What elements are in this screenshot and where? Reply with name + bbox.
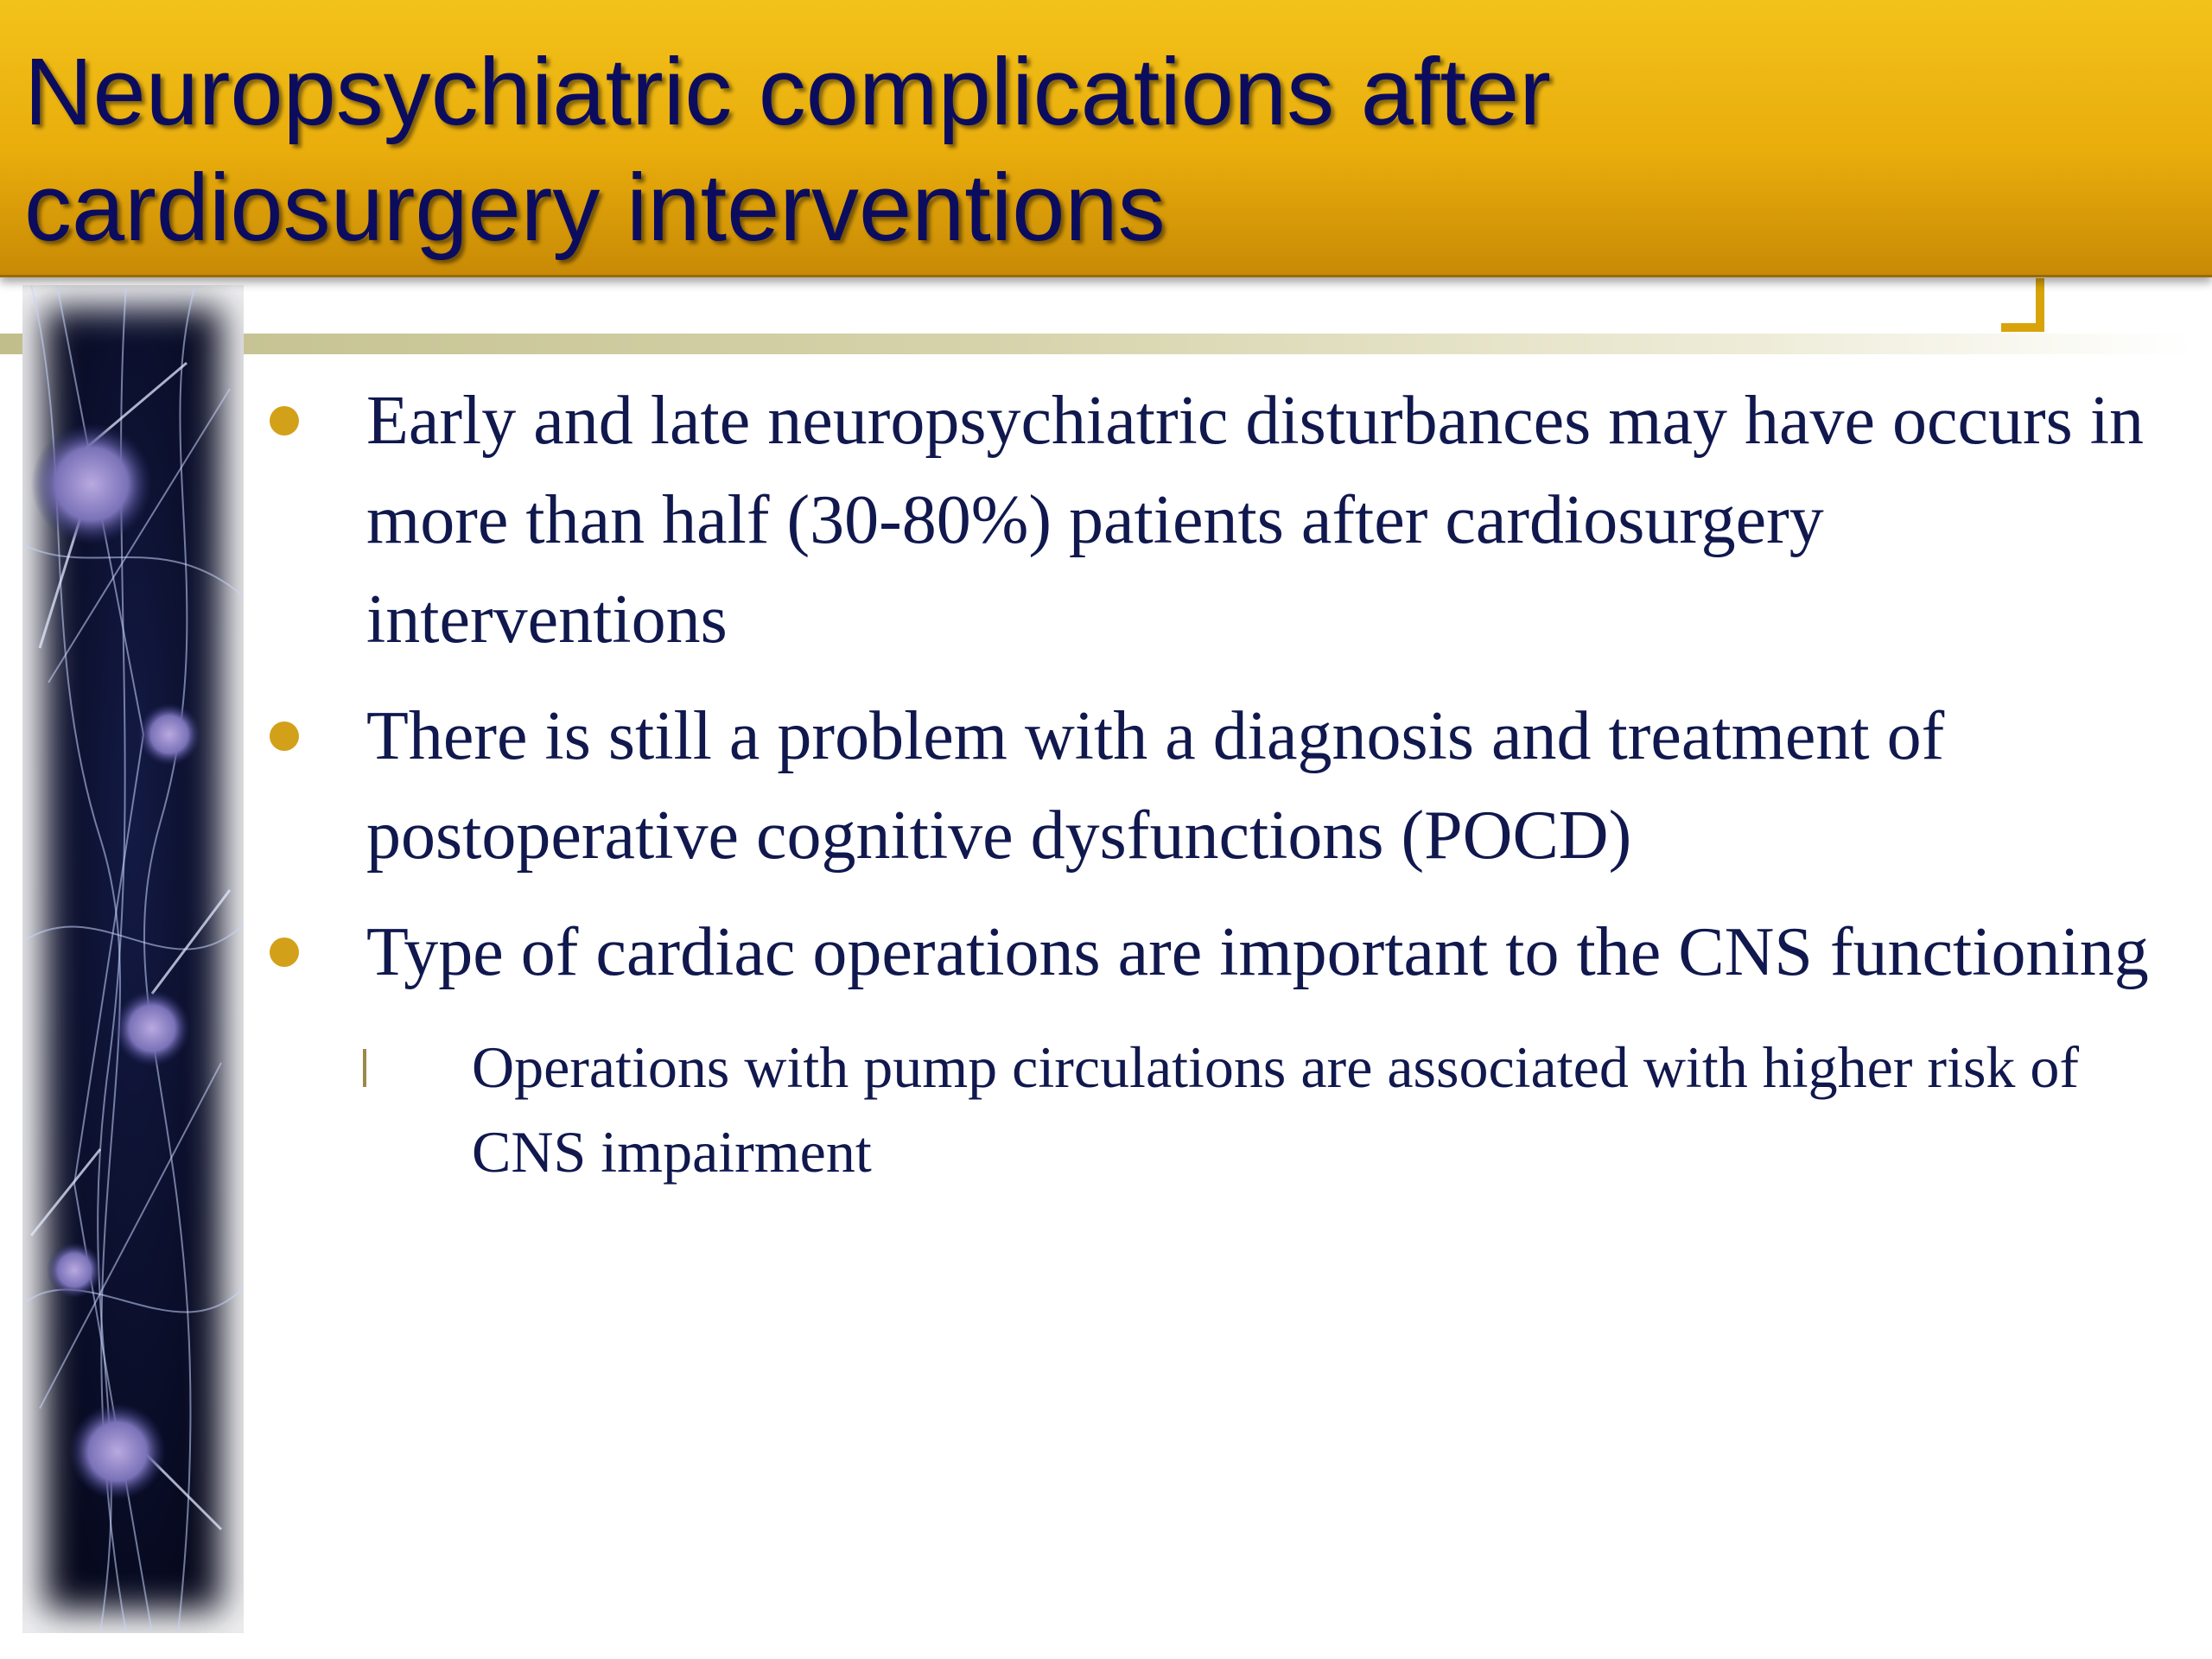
bullet-dot-icon bbox=[270, 721, 299, 751]
bullet-item bbox=[259, 687, 2195, 886]
bullet-dot-icon bbox=[270, 938, 299, 967]
bullet-text: Early and late neuropsychiatric disturbances may have occurs in more than half (30-80%) patients after cardiosurgery interventions bbox=[366, 383, 2144, 658]
sub-bullet-item bbox=[259, 1025, 2195, 1194]
sub-bullet-text: Operations with pump circulations are associated with higher risk of CNS impairment bbox=[472, 1034, 2080, 1185]
title-bar bbox=[0, 0, 2212, 277]
bullet-item bbox=[259, 903, 2195, 1002]
accent-line bbox=[0, 334, 2195, 354]
neuron-image bbox=[22, 285, 244, 1633]
bullet-dot-icon bbox=[270, 406, 299, 435]
corner-accent bbox=[2001, 278, 2044, 332]
slide-body bbox=[259, 372, 2195, 1194]
neuron-illustration bbox=[22, 285, 244, 1633]
slide-title: Neuropsychiatric complications after cardiosurgery interventions bbox=[24, 39, 1551, 261]
bullet-item bbox=[259, 372, 2195, 670]
bullet-text: Type of cardiac operations are important to the CNS functioning bbox=[366, 914, 2149, 990]
bullet-text: There is still a problem with a diagnosis and treatment of postoperative cognitive dysfunctions (POCD) bbox=[366, 698, 1945, 874]
sub-bullet-marker-icon bbox=[363, 1049, 366, 1087]
